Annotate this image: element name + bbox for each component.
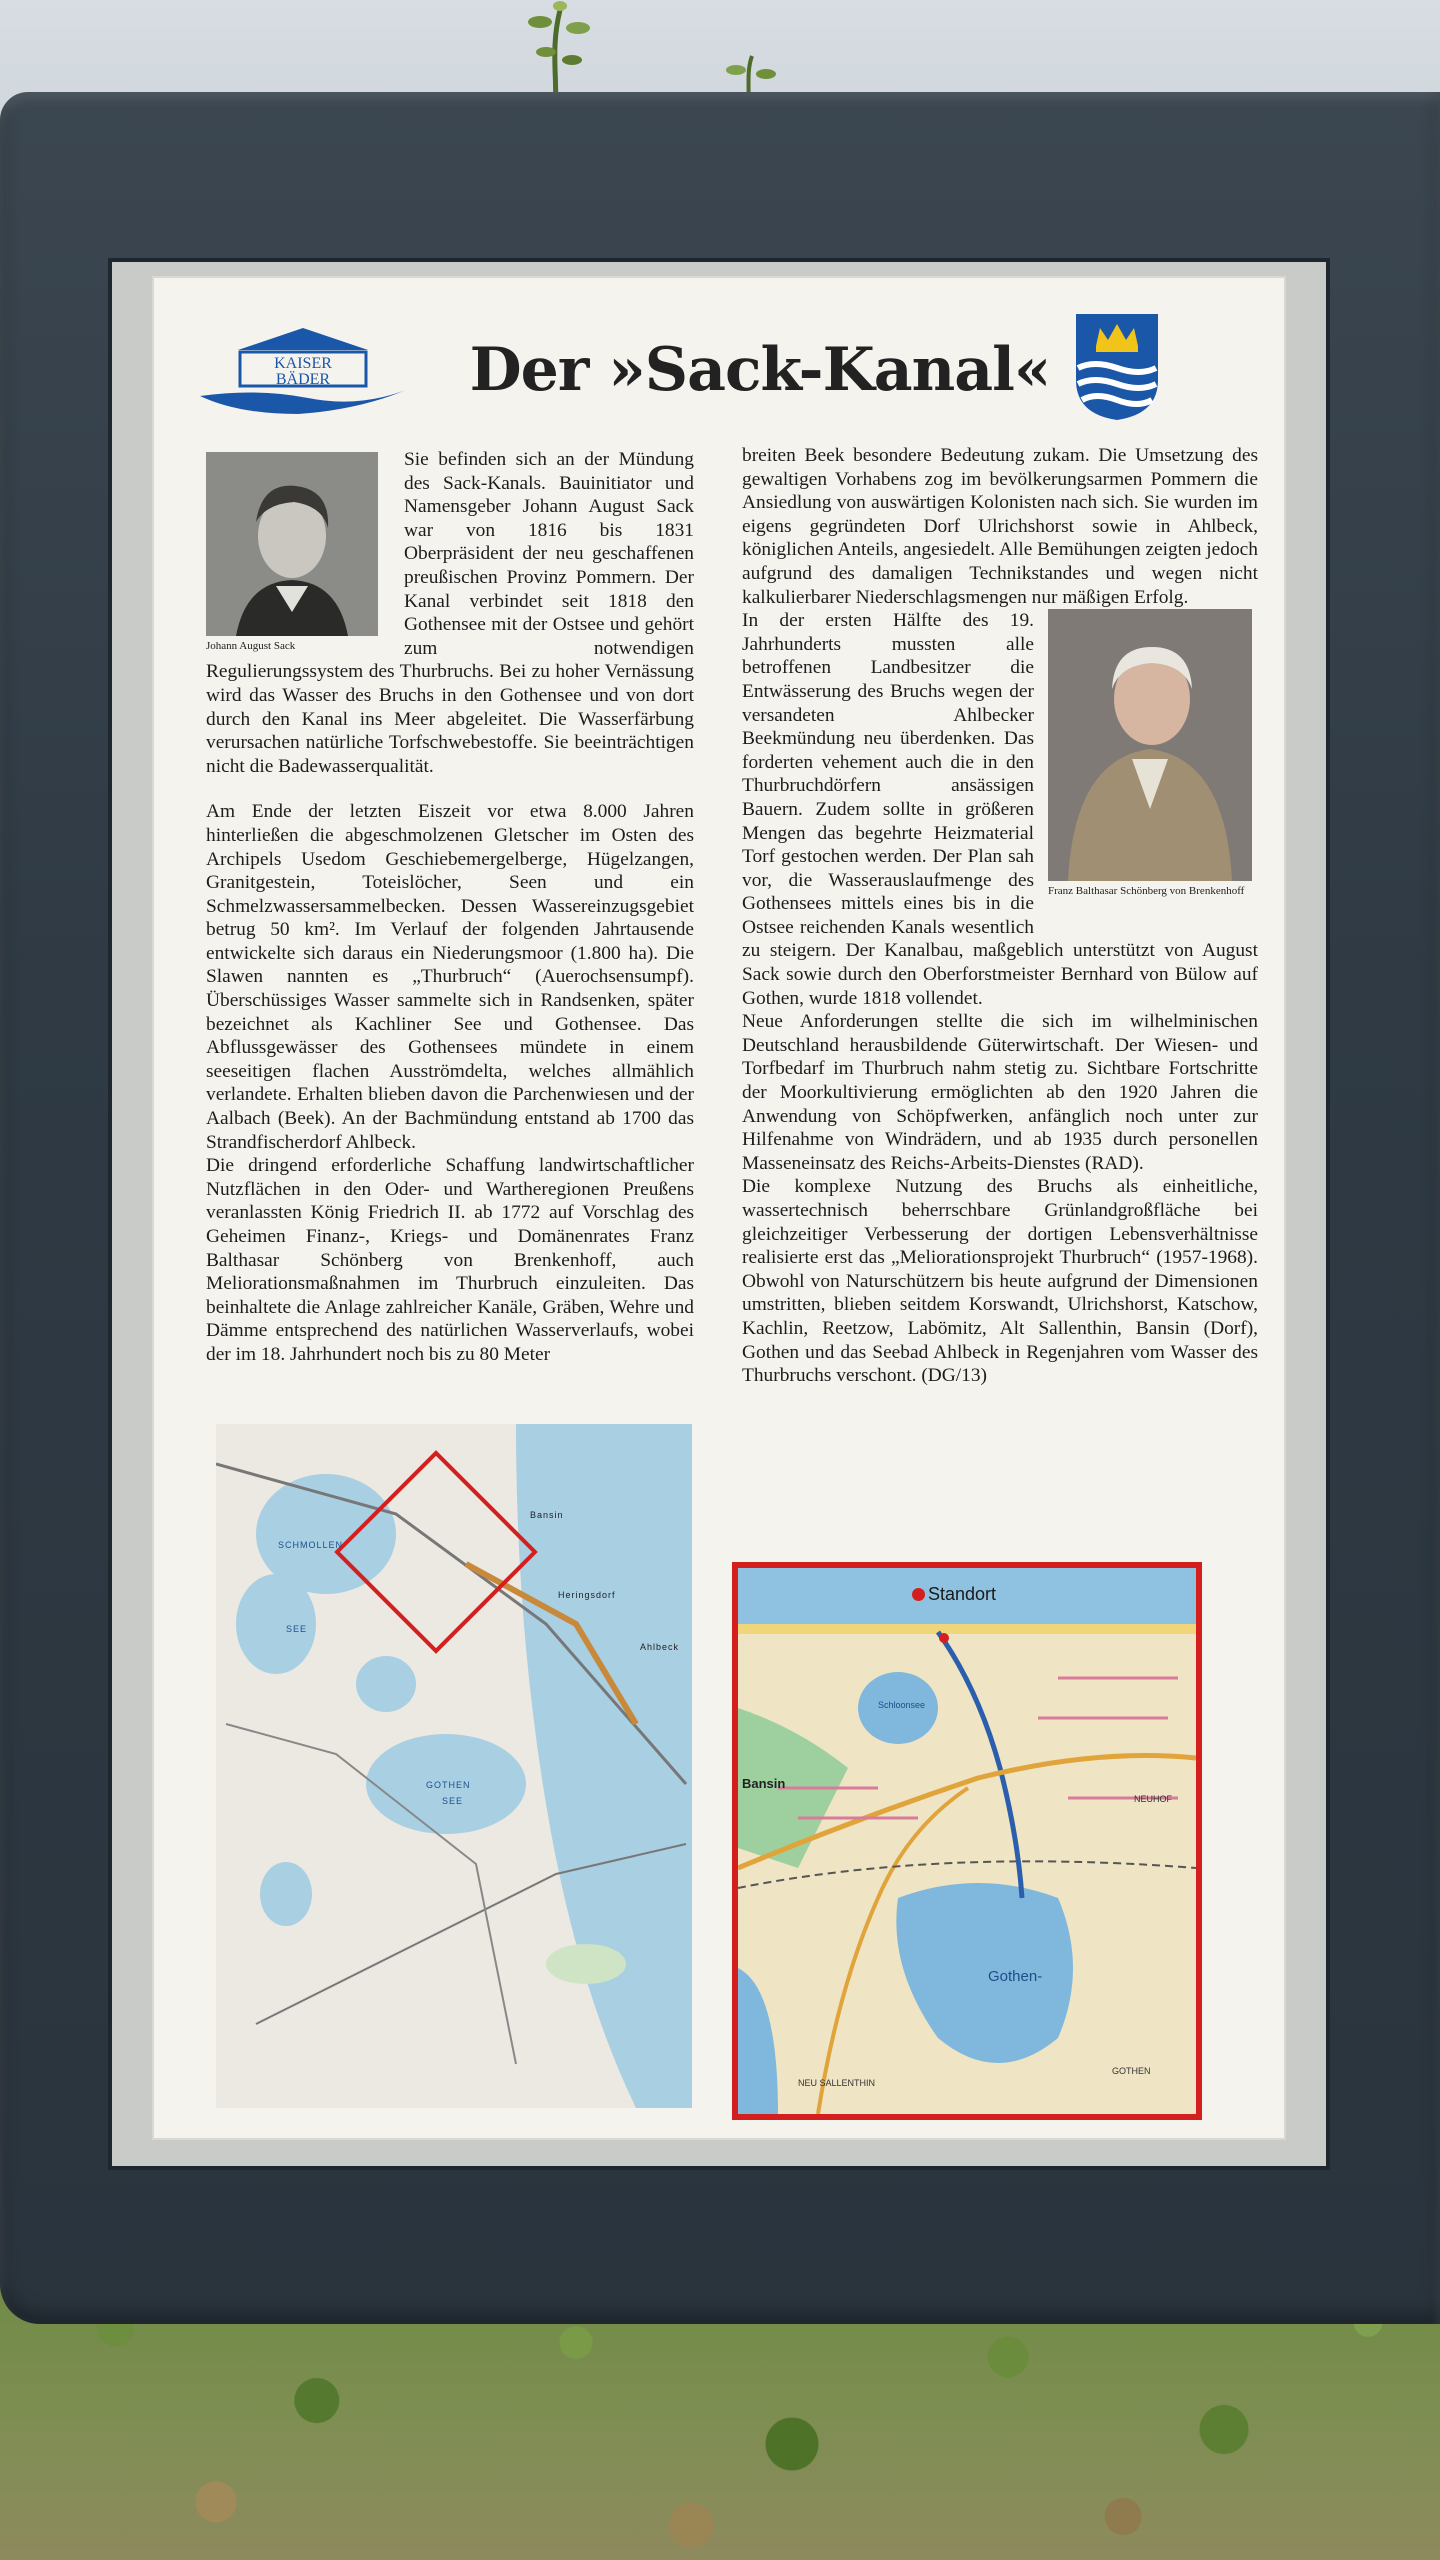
left-paragraph-2: Am Ende der letzten Eiszeit vor etwa 8.000 Jahren hinterließen die abgeschmolzenen Gletscher im Osten des Archipels Usedom Geschiebemergelberge, Hügelzangen, Granitgestein, Toteislöcher, Seen und ein Schmelzwassersammelbecken. Dessen Wassereinzugsgebiet betrug 50 km². Im Verlauf der folgenden Jahrtausende entwickelte sich daraus ein Niederungsmoor (1.800 ha). Die Slawen nannten es „Thurbruch“ (Auerochsensumpf). Überschüssiges Wasser sammelte sich in Randsenken, später bezeichnet als Kachliner See und Gothensee. Das Abflussgewässer des Gothensees mündete in einem seeseitigen flachen Ausströmdelta, welches allmählich verlandete. Erhalten blieben davon die Parchenwiesen und der Aalbach (Beek). An der Bachmündung entstand ab 1700 das Strandfischerdorf Ahlbeck. bbox=[206, 801, 694, 1153]
left-paragraph-1: Sie befinden sich an der Mündung des Sack-Kanals. Bauinitiator und Namensgeber Johann August Sack war von 1816 bis 1831 Oberpräsident der neu geschaffenen preußischen Provinz Pommern. Der Kanal verbindet seit 1818 den Gothensee mit der Ostsee und gehört zum notwendigen Regulierungssystem des Thurbruchs. Bei zu hoher Vernässung wird das Wasser des Bruchs in den Gothensee und von dort durch den Kanal ins Meer abgeleitet. Die Wasserfärbung verursachen natürliche Torfschwebestoffe. Sie beeinträchtigen nicht die Badewasserqualität. bbox=[206, 449, 694, 777]
right-paragraph-3: Neue Anforderungen stellte die sich im wilhelminischen Deutschland herausbildende Güterwirtschaft. Der Wiesen- und Torfbedarf im Thurbruch nahm stetig zu. Sichtbare Fortschritte der Moorkultivierung ermöglichten ab den 1920 Jahren die Anwendung von Schöpfwerken, anfänglich noch unter zur Hilfenahme von Windrädern, und ab 1935 durch personellen Masseneinsatz des Reichs-Arbeits-Dienstes (RAD). bbox=[742, 1011, 1258, 1174]
map-label-see-1: SEE bbox=[286, 1624, 308, 1634]
right-paragraph-2: In der ersten Hälfte des 19. Jahrhunderts mussten alle betroffenen Landbesitzer die Entwässerung des Bruchs wegen der versandeten Ahlbecker Beekmündung neu überdenken. Das forderten vehement auch die in den Thurbruchdörfern ansässigen Bauern. Zudem sollte in größeren Mengen das begehrte Heizmaterial Torf gestochen werden. Der Plan sah vor, die Wasserauslaufmenge des Gothensees mittels eines bis in die Ostsee reichenden Kanals wesentlich zu steigern. Der Kanalbau, maßgeblich unterstützt von August Sack sowie durch den Oberforstmeister Bernhard von Bülow auf Gothen, wurde 1818 vollendet. bbox=[742, 610, 1258, 1009]
map-label-see-2: SEE bbox=[442, 1796, 464, 1806]
portrait-left-caption: Johann August Sack bbox=[206, 640, 296, 652]
map-label-bansin-right: Bansin bbox=[742, 1776, 786, 1791]
map-label-standort: Standort bbox=[928, 1584, 997, 1604]
map-label-schloonsee: Schloonsee bbox=[878, 1700, 926, 1710]
portrait-right-caption: Franz Balthasar Schönberg von Brenkenhoff bbox=[1048, 885, 1245, 898]
location-map bbox=[732, 1562, 1202, 2120]
right-paragraph-4: Die komplexe Nutzung des Bruchs als einheitliche, wassertechnisch beherrschbare Grünlandgroßfläche bei gleichzeitiger Verbesserung der dortigen Lebensverhältnisse realisierte erst das „Meliorationsprojekt Thurbruch“ (1957-1968). Obwohl von Naturschützern bis heute aufgrund der Dimensionen umstritten, blieben seitdem Korswandt, Ulrichshorst, Katschow, Kachlin, Reetzow, Labömitz, Alt Sallenthin, Bansin (Dorf), Gothen und das Seebad Ahlbeck in Regenjahren vom Wasser des Thurbruchs verschont. (DG/13) bbox=[742, 1176, 1258, 1387]
left-text-column bbox=[206, 448, 694, 1367]
location-marker-icon bbox=[912, 1588, 925, 1601]
map-label-ahlbeck: Ahlbeck bbox=[640, 1642, 680, 1652]
map-label-gothen: GOTHEN bbox=[426, 1780, 471, 1790]
svg-text:KAISER: KAISER bbox=[274, 355, 332, 372]
portrait-right-image bbox=[1048, 609, 1252, 881]
sign-title: Der »Sack-Kanal« bbox=[469, 335, 1051, 405]
kaiserbaeder-logo bbox=[198, 318, 408, 422]
map-label-bansin: Bansin bbox=[530, 1510, 564, 1520]
coat-of-arms-icon bbox=[1072, 310, 1162, 422]
left-paragraph-3: Die dringend erforderliche Schaffung landwirtschaftlicher Nutzflächen in den Oder- und Wartheregionen Preußens veranlassten König Friedrich II. ab 1772 auf Vorschlag des Geheimen Finanz-, Kriegs- und Domänenrates Franz Balthasar Schönberg von Brenkenhoff, auch Meliorationsmaßnahmen im Thurbruch einzuleiten. Das beinhaltete die Anlage zahlreicher Kanäle, Gräben, Wehre und Dämme entsprechend des natürlichen Wasserverlaufs, wobei der im 18. Jahrhundert noch bis zu 80 Meter bbox=[206, 1155, 694, 1365]
portrait-left-image bbox=[206, 452, 378, 636]
right-paragraph-1: breiten Beek besondere Bedeutung zukam. Die Umsetzung des gewaltigen Vorhabens zog im bevölkerungsarmen Pommern die Ansiedlung von auswärtigen Kolonisten nach sich. Sie wurden im eigens gegründeten Dorf Ulrichshorst sowie in Ahlbeck, königlichen Anteils, angesiedelt. Alle Bemühungen zeigten jedoch aufgrund des damaligen Technikstandes und wegen nicht kalkulierbarer Niederschlagsmengen nur mäßigen Erfolg. bbox=[742, 445, 1258, 608]
map-label-gothensee: Gothen- bbox=[988, 1968, 1043, 1985]
portrait-brenkenhoff bbox=[1048, 609, 1258, 925]
portrait-johann-august-sack bbox=[206, 452, 384, 652]
map-label-neuhof: NEUHOF bbox=[1134, 1794, 1172, 1804]
map-label-gothen-village: GOTHEN bbox=[1112, 2066, 1151, 2076]
map-label-heringsdorf: Heringsdorf bbox=[558, 1590, 616, 1600]
right-text-column bbox=[742, 444, 1258, 1388]
map-label-neu-sallenthin: NEU SALLENTHIN bbox=[798, 2078, 876, 2088]
svg-text:BÄDER: BÄDER bbox=[275, 371, 331, 388]
overview-map bbox=[216, 1424, 692, 2108]
map-label-schmollen: SCHMOLLEN bbox=[278, 1540, 344, 1550]
